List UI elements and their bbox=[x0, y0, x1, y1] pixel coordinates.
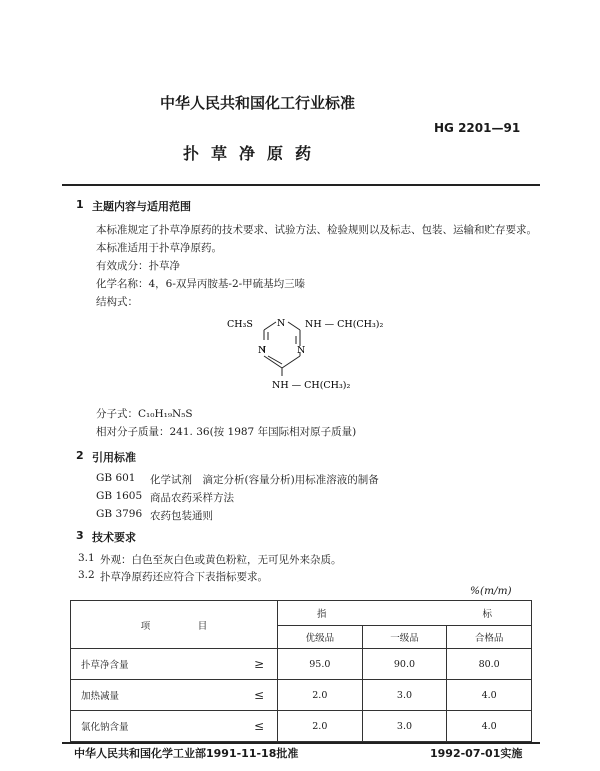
table-row bbox=[71, 649, 532, 680]
table-row bbox=[71, 680, 532, 711]
header-index-a: 指 bbox=[316, 609, 327, 620]
item-3-1-number: 3.1 bbox=[78, 552, 95, 564]
nh-right-label: NH — CH(CH₃)₂ bbox=[305, 319, 384, 330]
item-3-1-text: 外观：白色至灰白色或黄色粉粒，无可见外来杂质。 bbox=[100, 554, 342, 566]
section-2-number: 2 bbox=[76, 449, 84, 462]
nh-bottom-label: NH — CH(CH₃)₂ bbox=[272, 380, 351, 391]
triazine-ring bbox=[264, 322, 300, 376]
row-name: 加热减量 bbox=[71, 680, 242, 711]
row-value: 3.0 bbox=[362, 711, 447, 742]
footer-rule bbox=[62, 742, 540, 744]
molecular-mass: 相对分子质量：241. 36(按 1987 年国际相对原子质量) bbox=[96, 426, 357, 438]
section-1-line-1: 本标准规定了扑草净原药的技术要求、试验方法、检验规则以及标志、包装、运输和贮存要求。 bbox=[96, 224, 537, 236]
ref-code-3: GB 3796 bbox=[96, 508, 143, 520]
section-1-line-4: 化学名称：4，6-双异丙胺基-2-甲硫基均三嗪 bbox=[96, 278, 306, 290]
row-value: 4.0 bbox=[447, 680, 532, 711]
approval-line: 中华人民共和国化学工业部1991-11-18批准 bbox=[74, 747, 299, 760]
row-value: 95.0 bbox=[278, 649, 363, 680]
grade-col-2: 一级品 bbox=[362, 626, 447, 649]
header-item: 项 目 bbox=[71, 601, 278, 649]
row-value: 3.0 bbox=[362, 680, 447, 711]
row-value: 80.0 bbox=[447, 649, 532, 680]
row-symbol: ≤ bbox=[241, 680, 278, 711]
item-3-2-text: 扑草净原药还应符合下表指标要求。 bbox=[100, 571, 268, 583]
row-symbol: ≤ bbox=[241, 711, 278, 742]
s-group-label: CH₃S bbox=[227, 319, 253, 330]
section-3-title: 技术要求 bbox=[92, 531, 136, 544]
row-symbol: ≥ bbox=[241, 649, 278, 680]
header-index-b: 标 bbox=[482, 609, 493, 620]
section-3-number: 3 bbox=[76, 529, 84, 542]
item-3-2-number: 3.2 bbox=[78, 569, 95, 581]
section-2-title: 引用标准 bbox=[92, 451, 136, 464]
n-top-label: N bbox=[277, 318, 286, 329]
ref-text-3: 农药包装通则 bbox=[150, 510, 213, 522]
standard-number: HG 2201—91 bbox=[434, 121, 521, 135]
ref-text-1: 化学试剂 滴定分析(容量分析)用标准溶液的制备 bbox=[150, 474, 379, 486]
ref-text-2: 商品农药采样方法 bbox=[150, 492, 234, 504]
document-title: 扑草净原药 bbox=[183, 144, 324, 163]
row-name: 扑草净含量 bbox=[71, 649, 242, 680]
grade-col-1: 优级品 bbox=[278, 626, 363, 649]
header-index bbox=[278, 601, 532, 626]
section-1-title: 主题内容与适用范围 bbox=[92, 200, 191, 213]
row-name: 氯化钠含量 bbox=[71, 711, 242, 742]
row-value: 2.0 bbox=[278, 711, 363, 742]
table-unit: %(m/m) bbox=[470, 585, 512, 597]
section-1-line-3: 有效成分：扑草净 bbox=[96, 260, 180, 272]
row-value: 90.0 bbox=[362, 649, 447, 680]
section-1-number: 1 bbox=[76, 198, 84, 211]
row-value: 2.0 bbox=[278, 680, 363, 711]
spec-table bbox=[70, 600, 532, 742]
n-right-label: N bbox=[297, 345, 306, 356]
grade-col-3: 合格品 bbox=[447, 626, 532, 649]
molecular-formula: 分子式：C₁₀H₁₉N₅S bbox=[96, 408, 193, 420]
section-1-line-2: 本标准适用于扑草净原药。 bbox=[96, 242, 222, 254]
table-row bbox=[71, 711, 532, 742]
table-header-row-1 bbox=[71, 601, 532, 626]
ref-code-1: GB 601 bbox=[96, 472, 136, 484]
ref-code-2: GB 1605 bbox=[96, 490, 143, 502]
n-left-label: N bbox=[258, 345, 267, 356]
effective-date: 1992-07-01实施 bbox=[430, 747, 523, 760]
row-value: 4.0 bbox=[447, 711, 532, 742]
org-title: 中华人民共和国化工行业标准 bbox=[160, 94, 356, 112]
section-1-line-5: 结构式： bbox=[96, 296, 138, 308]
